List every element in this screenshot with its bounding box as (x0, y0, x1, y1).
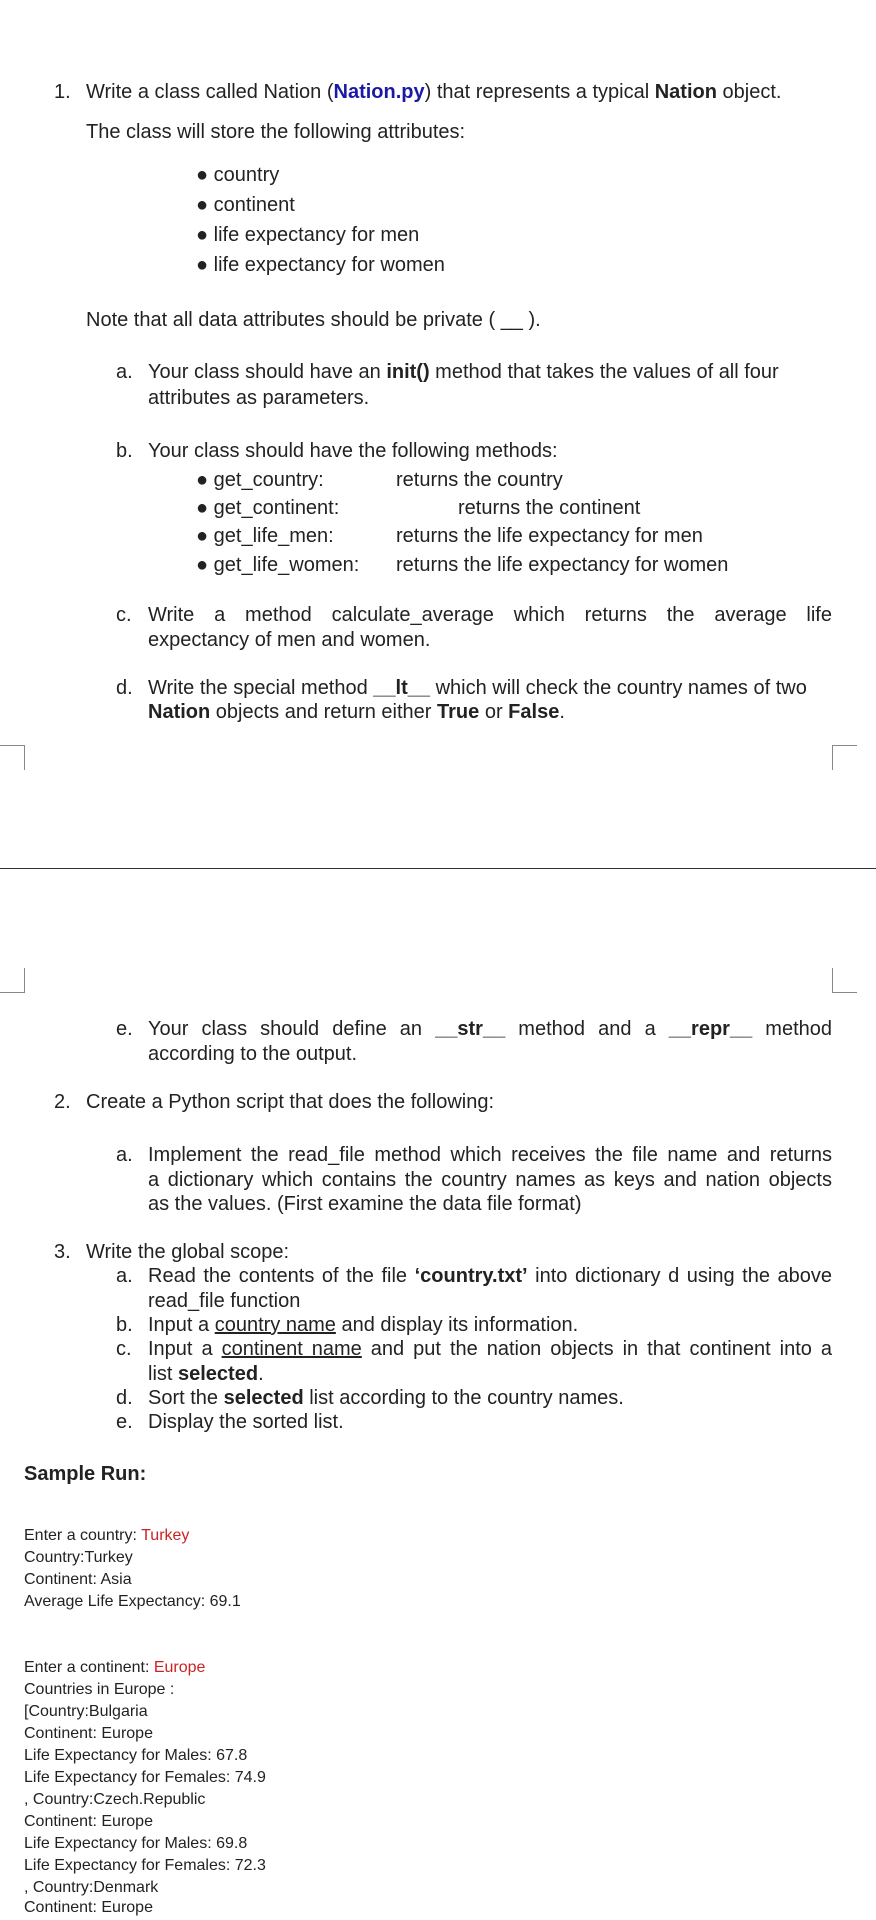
output-line: Continent: Europe (24, 1725, 153, 1742)
attribute-text: continent (213, 194, 295, 216)
q1d-line2 (148, 700, 565, 724)
run1-prompt-line (24, 1525, 189, 1547)
q3b-line (148, 1313, 578, 1337)
method-description: returns the life expectancy for men (396, 525, 703, 547)
q3b-underlined: country name (214, 1314, 336, 1336)
q3a-post: into dictionary d using the above (527, 1265, 832, 1287)
output-line: [Country:Bulgaria (24, 1703, 148, 1720)
q1e-mid: method and a (505, 1018, 669, 1040)
output-line: Country:Turkey (24, 1549, 133, 1566)
q3c-line2-end: . (258, 1363, 264, 1385)
q3a-pre: Read the contents of the file (148, 1265, 415, 1287)
q1-heading-bold: Nation (654, 81, 717, 103)
q1d-bold2: Nation (148, 701, 211, 723)
q1-heading-middle: ) that represents a typical (424, 81, 655, 103)
q3c-label: c. (116, 1338, 132, 1360)
q1e-label: e. (116, 1018, 133, 1040)
q1-intro: The class will store the following attributes: (86, 121, 466, 143)
q2-heading: Create a Python script that does the following: (86, 1091, 495, 1113)
q2a-line3: as the values. (First examine the data file format) (148, 1193, 582, 1215)
q3c-line1 (148, 1337, 832, 1361)
q2-number: 2. (54, 1091, 71, 1113)
q1e-post: method (752, 1018, 833, 1040)
method-name: ● get_life_women: (196, 554, 360, 576)
q3-number: 3. (54, 1241, 71, 1263)
q3d-line (148, 1386, 624, 1410)
q3c-line2-bold: selected (178, 1363, 259, 1385)
method-description: returns the life expectancy for women (396, 554, 729, 576)
q1-heading-prefix: Write a class called Nation ( (86, 81, 334, 103)
run1-prompt: Enter a country: (24, 1527, 142, 1544)
q1e-line2: according to the output. (148, 1043, 358, 1065)
q1-heading (86, 80, 781, 104)
page-divider (0, 868, 876, 869)
q3b-post: and display its information. (335, 1314, 579, 1336)
output-line: Countries in Europe : (24, 1681, 175, 1698)
q1a-line2: attributes as parameters. (148, 387, 370, 409)
method-name-text: get_continent: (213, 497, 340, 519)
method-name: ● get_country: (196, 469, 324, 491)
q1a-post: method that takes the values of all four (429, 361, 779, 383)
output-line: Life Expectancy for Females: 72.3 (24, 1857, 266, 1874)
q3c-pre: Input a (148, 1338, 222, 1360)
q1a-label: a. (116, 361, 133, 383)
output-line: Life Expectancy for Males: 69.8 (24, 1835, 248, 1852)
q1e-bold: __str__ (435, 1018, 506, 1040)
run1-input: Turkey (141, 1527, 190, 1544)
q1e-line1 (148, 1017, 832, 1041)
output-line: Average Life Expectancy: 69.1 (24, 1593, 241, 1610)
method-name-text: get_life_men: (213, 525, 334, 547)
crop-mark (832, 968, 857, 993)
q3c-post: and put the nation objects in that continent into a (361, 1338, 833, 1360)
q1d-bold3: True (437, 701, 480, 723)
output-line: Continent: Europe (24, 1899, 153, 1916)
q1a-pre: Your class should have an (148, 361, 387, 383)
q3c-line2 (148, 1362, 264, 1386)
q1d-post: which will check the country names of two (430, 677, 807, 699)
q3c-underlined: continent name (221, 1338, 362, 1360)
q1-number: 1. (54, 81, 71, 103)
q1e-bold2: __repr__ (668, 1018, 753, 1040)
attribute-text: life expectancy for women (213, 254, 445, 276)
crop-mark (0, 745, 25, 770)
method-name: ● get_continent: (196, 497, 340, 519)
attribute-text: life expectancy for men (213, 224, 420, 246)
run2-prompt: Enter a continent: (24, 1659, 154, 1676)
q3a-line1 (148, 1264, 832, 1288)
q3e-line: Display the sorted list. (148, 1411, 344, 1433)
q3d-bold: selected (223, 1387, 304, 1409)
output-line: Life Expectancy for Males: 67.8 (24, 1747, 248, 1764)
q1-heading-suffix: object. (716, 81, 782, 103)
q1b-intro: Your class should have the following methods: (148, 440, 558, 462)
private-note: Note that all data attributes should be private ( __ ). (86, 309, 541, 331)
attribute-item: ● life expectancy for men (196, 224, 420, 246)
q1-file-name: Nation.py (333, 81, 425, 103)
q1d-line1 (148, 676, 807, 700)
q1d-label: d. (116, 677, 133, 699)
output-line: Continent: Asia (24, 1571, 132, 1588)
q3b-pre: Input a (148, 1314, 215, 1336)
sample-run-heading: Sample Run: (24, 1463, 147, 1485)
q3a-line2: read_file function (148, 1290, 301, 1312)
method-name-text: get_life_women: (213, 554, 360, 576)
q1d-bold: __lt__ (373, 677, 431, 699)
method-name: ● get_life_men: (196, 525, 334, 547)
run2-input: Europe (153, 1659, 206, 1676)
q1e-pre: Your class should define an (148, 1018, 436, 1040)
q1d-mid3: or (479, 701, 509, 723)
q1d-end: . (559, 701, 565, 723)
run2-prompt-line (24, 1657, 205, 1679)
q2a-line1: Implement the read_file method which receives the file name and returns (148, 1144, 832, 1166)
output-line: , Country:Denmark (24, 1879, 159, 1896)
q3e-label: e. (116, 1411, 133, 1433)
output-line: Life Expectancy for Females: 74.9 (24, 1769, 266, 1786)
q3a-label: a. (116, 1265, 133, 1287)
q1c-label: c. (116, 604, 132, 626)
output-line: , Country:Czech.Republic (24, 1791, 206, 1808)
q3d-post: list according to the country names. (303, 1387, 624, 1409)
attribute-text: country (213, 164, 280, 186)
q1b-label: b. (116, 440, 133, 462)
method-name-text: get_country: (213, 469, 324, 491)
q1d-bold4: False (508, 701, 560, 723)
method-description: returns the country (396, 469, 563, 491)
q3-heading: Write the global scope: (86, 1241, 290, 1263)
q3c-line2-pre: list (148, 1363, 178, 1385)
method-description: returns the continent (458, 497, 641, 519)
crop-mark (832, 745, 857, 770)
q1a-line1 (148, 360, 779, 384)
attribute-item: ● country (196, 164, 280, 186)
crop-mark (0, 968, 25, 993)
output-line: Continent: Europe (24, 1813, 153, 1830)
q2a-label: a. (116, 1144, 133, 1166)
q3a-bold: ‘country.txt’ (414, 1265, 528, 1287)
q3b-label: b. (116, 1314, 133, 1336)
attribute-item: ● life expectancy for women (196, 254, 445, 276)
q1d-mid2: objects and return either (210, 701, 438, 723)
q2a-line2: a dictionary which contains the country names as keys and nation objects (148, 1169, 832, 1191)
q1c-line1: Write a method calculate_average which returns the average life (148, 604, 832, 626)
q1a-bold: init() (386, 361, 430, 383)
q1d-pre: Write the special method (148, 677, 374, 699)
q3d-label: d. (116, 1387, 133, 1409)
q3d-pre: Sort the (148, 1387, 224, 1409)
q1c-line2: expectancy of men and women. (148, 629, 431, 651)
attribute-item: ● continent (196, 194, 295, 216)
